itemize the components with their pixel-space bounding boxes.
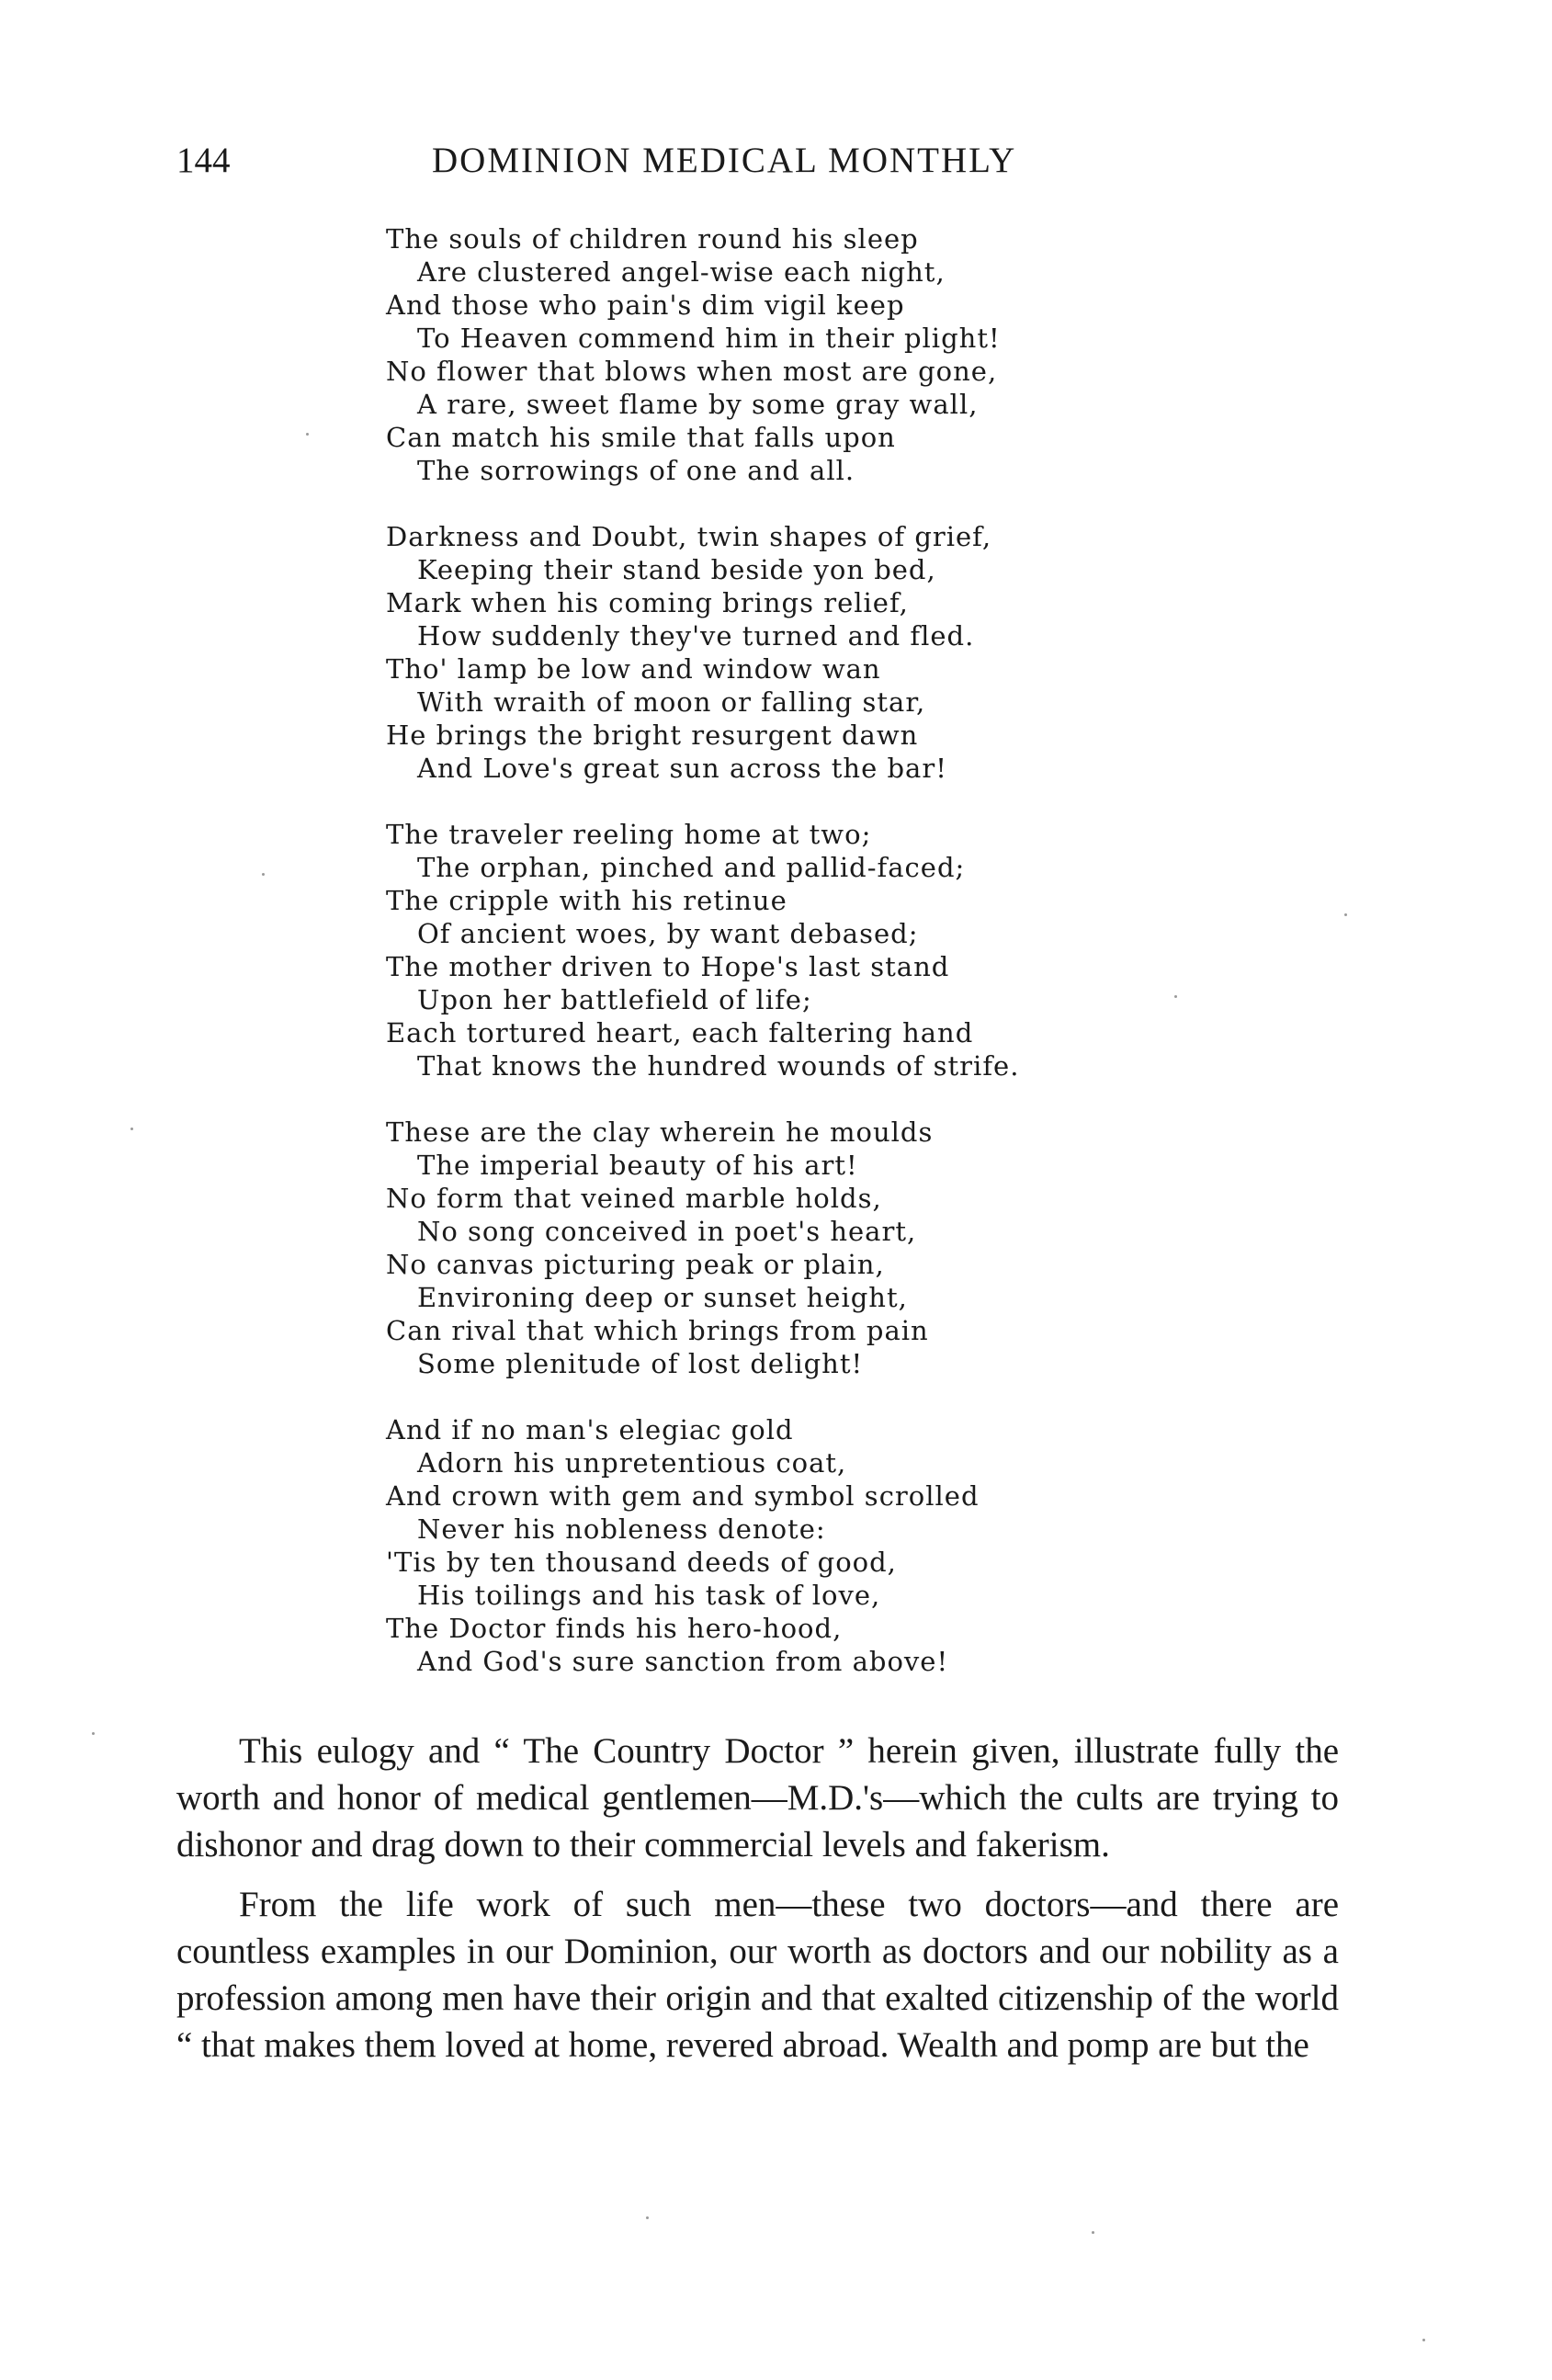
poem-line: The souls of children round his sleep bbox=[386, 223, 919, 255]
poem-line: The Doctor finds his hero-hood, bbox=[386, 1613, 843, 1644]
poem-line: He brings the bright resurgent dawn bbox=[386, 720, 919, 751]
poem-line: With wraith of moon or falling star, bbox=[417, 686, 926, 718]
poem-line: Each tortured heart, each faltering hand bbox=[386, 1017, 974, 1048]
scan-speck bbox=[1174, 995, 1177, 998]
poem-stanza bbox=[386, 818, 1139, 1082]
poem-line: To Heaven commend him in their plight! bbox=[417, 323, 1001, 354]
scan-speck bbox=[1092, 2231, 1094, 2234]
poem-line: These are the clay wherein he moulds bbox=[386, 1116, 934, 1148]
poem-stanza bbox=[386, 1116, 1139, 1380]
poem-stanza bbox=[386, 222, 1139, 487]
poem-line: Upon her battlefield of life; bbox=[417, 984, 812, 1015]
poem-line: Environing deep or sunset height, bbox=[417, 1282, 908, 1313]
poem-line: Tho' lamp be low and window wan bbox=[386, 653, 881, 685]
poem-line: Adorn his unpretentious coat, bbox=[417, 1447, 847, 1479]
poem-line: Darkness and Doubt, twin shapes of grief, bbox=[386, 521, 992, 552]
poem-line: The mother driven to Hope's last stand bbox=[386, 951, 950, 982]
poem-line: The traveler reeling home at two; bbox=[386, 819, 872, 850]
scan-speck bbox=[306, 433, 309, 436]
poem-line: Can rival that which brings from pain bbox=[386, 1315, 929, 1346]
poem-line: The sorrowings of one and all. bbox=[417, 455, 855, 486]
poem-line: A rare, sweet flame by some gray wall, bbox=[417, 389, 979, 420]
poem-line: No form that veined marble holds, bbox=[386, 1183, 882, 1214]
poem-line: And if no man's elegiac gold bbox=[386, 1414, 794, 1445]
poem-line: Keeping their stand beside yon bed, bbox=[417, 554, 936, 585]
scan-speck bbox=[262, 873, 265, 876]
poem-line: Are clustered angel-wise each night, bbox=[417, 256, 946, 288]
poem-line: Can match his smile that falls upon bbox=[386, 422, 896, 453]
poem bbox=[386, 222, 1139, 1711]
poem-line: The cripple with his retinue bbox=[386, 885, 787, 916]
poem-line: Of ancient woes, by want debased; bbox=[417, 918, 919, 949]
poem-line: And those who pain's dim vigil keep bbox=[386, 289, 905, 321]
scan-speck bbox=[92, 1732, 95, 1735]
poem-line: That knows the hundred wounds of strife. bbox=[417, 1050, 1020, 1082]
scan-speck bbox=[1422, 2339, 1425, 2341]
poem-line: No flower that blows when most are gone, bbox=[386, 356, 998, 387]
poem-line: And Love's great sun across the bar! bbox=[417, 753, 947, 784]
scan-speck bbox=[130, 1128, 133, 1130]
prose-paragraph: From the life work of such men—these two doctors—and there are countless examples in our Dominion, our worth as doctors and our nobility as a profession among men have their origin and that exalted citizenship of the world “ that makes them loved at home, revered abroad. Wealth and pomp are but the bbox=[176, 1885, 1339, 2065]
poem-line: His toilings and his task of love, bbox=[417, 1580, 881, 1611]
poem-line: 'Tis by ten thousand deeds of good, bbox=[386, 1547, 897, 1578]
poem-line: How suddenly they've turned and fled. bbox=[417, 620, 975, 652]
poem-line: Never his nobleness denote: bbox=[417, 1513, 826, 1545]
journal-title: DOMINION MEDICAL MONTHLY bbox=[432, 141, 1017, 180]
poem-line: And crown with gem and symbol scrolled bbox=[386, 1480, 980, 1512]
scan-speck bbox=[1344, 913, 1347, 916]
page-number: 144 bbox=[176, 141, 231, 180]
page-header bbox=[176, 140, 1095, 186]
poem-line: No song conceived in poet's heart, bbox=[417, 1216, 917, 1247]
poem-line: The imperial beauty of his art! bbox=[417, 1150, 858, 1181]
poem-stanza bbox=[386, 520, 1139, 785]
poem-line: And God's sure sanction from above! bbox=[417, 1646, 949, 1677]
prose-section bbox=[176, 1728, 1339, 2081]
poem-line: Some plenitude of lost delight! bbox=[417, 1348, 864, 1379]
poem-stanza bbox=[386, 1413, 1139, 1678]
prose-paragraph: This eulogy and “ The Country Doctor ” herein given, illustrate fully the worth and honor of medical gentlemen—M.D.'s—which the cults are trying to dishonor and drag down to their commercial levels and fakerism. bbox=[176, 1731, 1339, 1864]
poem-line: The orphan, pinched and pallid-faced; bbox=[417, 852, 966, 883]
poem-line: Mark when his coming brings relief, bbox=[386, 587, 909, 618]
scan-speck bbox=[646, 2216, 649, 2219]
poem-line: No canvas picturing peak or plain, bbox=[386, 1249, 885, 1280]
